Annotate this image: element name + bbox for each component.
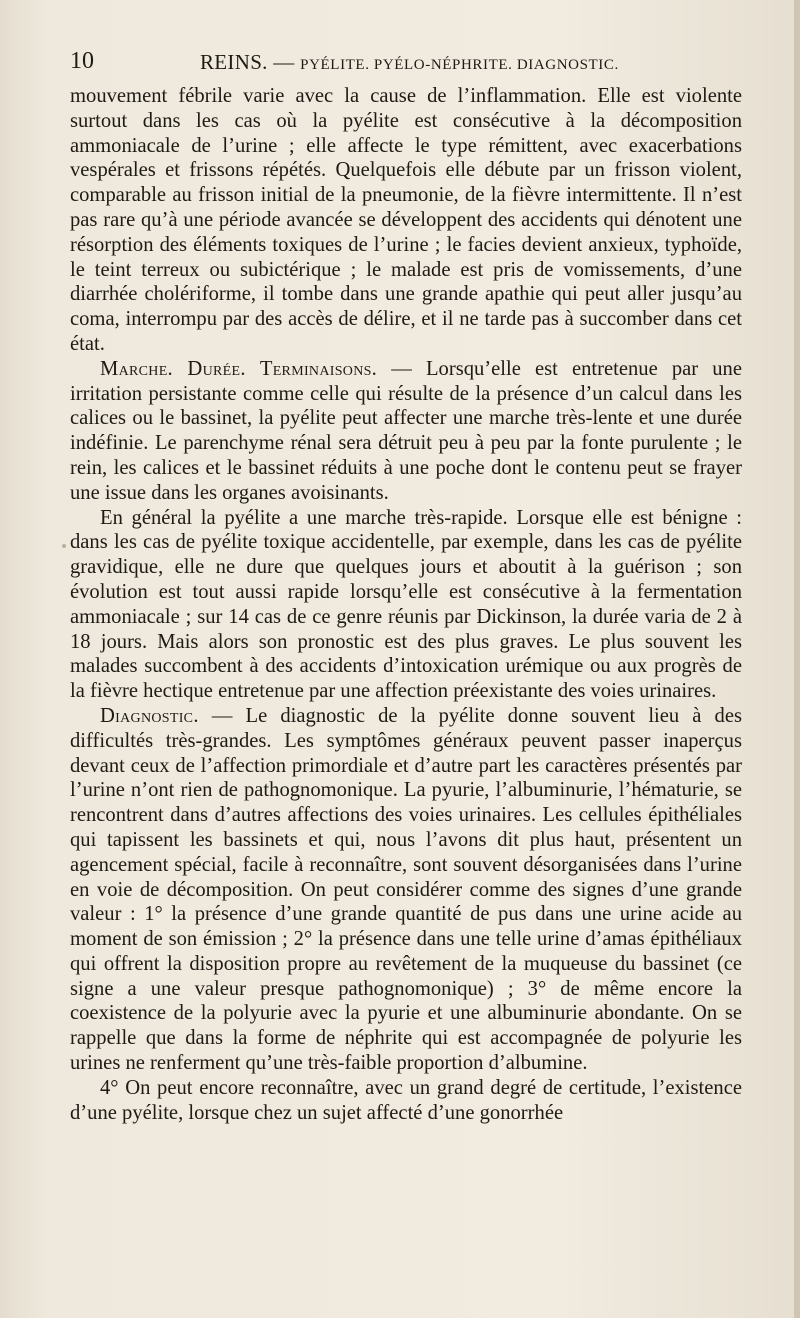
section-heading-marche: Marche. Durée. Terminaisons. xyxy=(100,357,378,380)
running-title-main: REINS. xyxy=(200,50,268,74)
running-title-dash: — xyxy=(273,50,295,74)
paragraph-fever: mouvement fébrile varie avec la cause de l’inflammation. Elle est violente surtout dans les cas où la pyélite est consécutive à la décomposition ammoniacale de l’urine ; elle affecte le type rémittent, avec exacerbations vespérales et frissons répétés. Quelquefois elle débute par un frisson violent, comparable au frisson initial de la pneumonie, de la fièvre intermittente. Il n’est pas rare qu’à une période avancée se développent des accidents qui dénotent une résorption des éléments toxiques de l’urine ; le facies devient anxieux, typhoïde, le teint terreux ou subictérique ; le malade est pris de vomissements, d’une diarrhée cholériforme, il tombe dans une grande apathie qui peut aller jusqu’au coma, interrompu par des accès de délire, et il ne tarde pas à succomber dans cet état. xyxy=(70,85,742,355)
running-title xyxy=(200,50,619,75)
paragraph-marche xyxy=(70,357,742,506)
paragraph-marche-text: — Lorsqu’elle est entretenue par une irritation persistante comme celle qui résulte de la présence d’un calcul dans les calices ou le bassinet, la pyélite peut affecter une marche très-lente et une durée indéfinie. Le parenchyme rénal sera détruit peu à peu par la fonte purulente ; le rein, les calices et le bassinet réduits à une poche dont le contenu peut se frayer une issue dans les organes avoisinants. xyxy=(70,357,742,504)
paragraph-diagnostic-text: — Le diagnostic de la pyélite donne souvent lieu à des difficultés très-grandes. Les symptômes généraux peuvent passer inaperçus devant ceux de l’affection primordiale et d’autre part les caractères présentés par l’urine n’ont rien de pathognomonique. La pyurie, l’albuminurie, l’hématurie, se rencontrent dans d’autres affections des voies urinaires. Les cellules épithéliales qui tapissent les bassinets et qui, nous l’avons dit plus haut, présentent un agencement spécial, facile à reconnaître, sont souvent désorganisées dans l’urine en voie de décomposition. On peut considérer comme des signes d’une grande valeur : 1° la présence d’une grande quantité de pus dans une urine acide au moment de son émission ; 2° la présence dans une telle urine d’amas épithéliaux qui offrent la disposition propre au revêtement de la muqueuse du bassinet (ce signe a une valeur presque pathognomonique) ; 3° de même encore la coexistence de la polyurie avec la pyurie et une albuminurie abondante. On se rappelle que dans la forme de néphrite qui est accompagnée de polyurie les urines ne renferment qu’une très-faible proportion d’albumine. xyxy=(70,704,742,1075)
margin-mark xyxy=(62,544,66,548)
paragraph-fourth-sign: 4° On peut encore reconnaître, avec un grand degré de certitude, l’existence d’une pyélite, lorsque chez un sujet affecté d’une gonorrhée xyxy=(70,1076,742,1124)
paragraph-diagnostic xyxy=(70,704,742,1076)
running-header xyxy=(70,48,742,78)
body-text xyxy=(70,84,742,1125)
page-edge xyxy=(794,0,800,1318)
section-heading-diagnostic: Diagnostic. xyxy=(100,704,199,727)
page-number: 10 xyxy=(70,48,94,74)
paragraph-general: En général la pyélite a une marche très-rapide. Lorsque elle est bénigne : dans les cas de pyélite toxique accidentelle, par exemple, dans les cas de pyélite gravidique, elle ne dure que quelques jours et aboutit à la guérison ; son évolution est tout aussi rapide lorsqu’elle est consécutive à la fermentation ammoniacale ; sur 14 cas de ce genre réunis par Dickinson, la durée varia de 2 à 18 jours. Mais alors son pronostic est des plus graves. Le plus souvent les malades succombent à des accidents d’intoxication urémique ou aux progrès de la fièvre hectique entretenue par une affection préexistante des voies urinaires. xyxy=(70,506,742,703)
running-title-sub: PYÉLITE. PYÉLO-NÉPHRITE. DIAGNOSTIC. xyxy=(300,57,619,73)
